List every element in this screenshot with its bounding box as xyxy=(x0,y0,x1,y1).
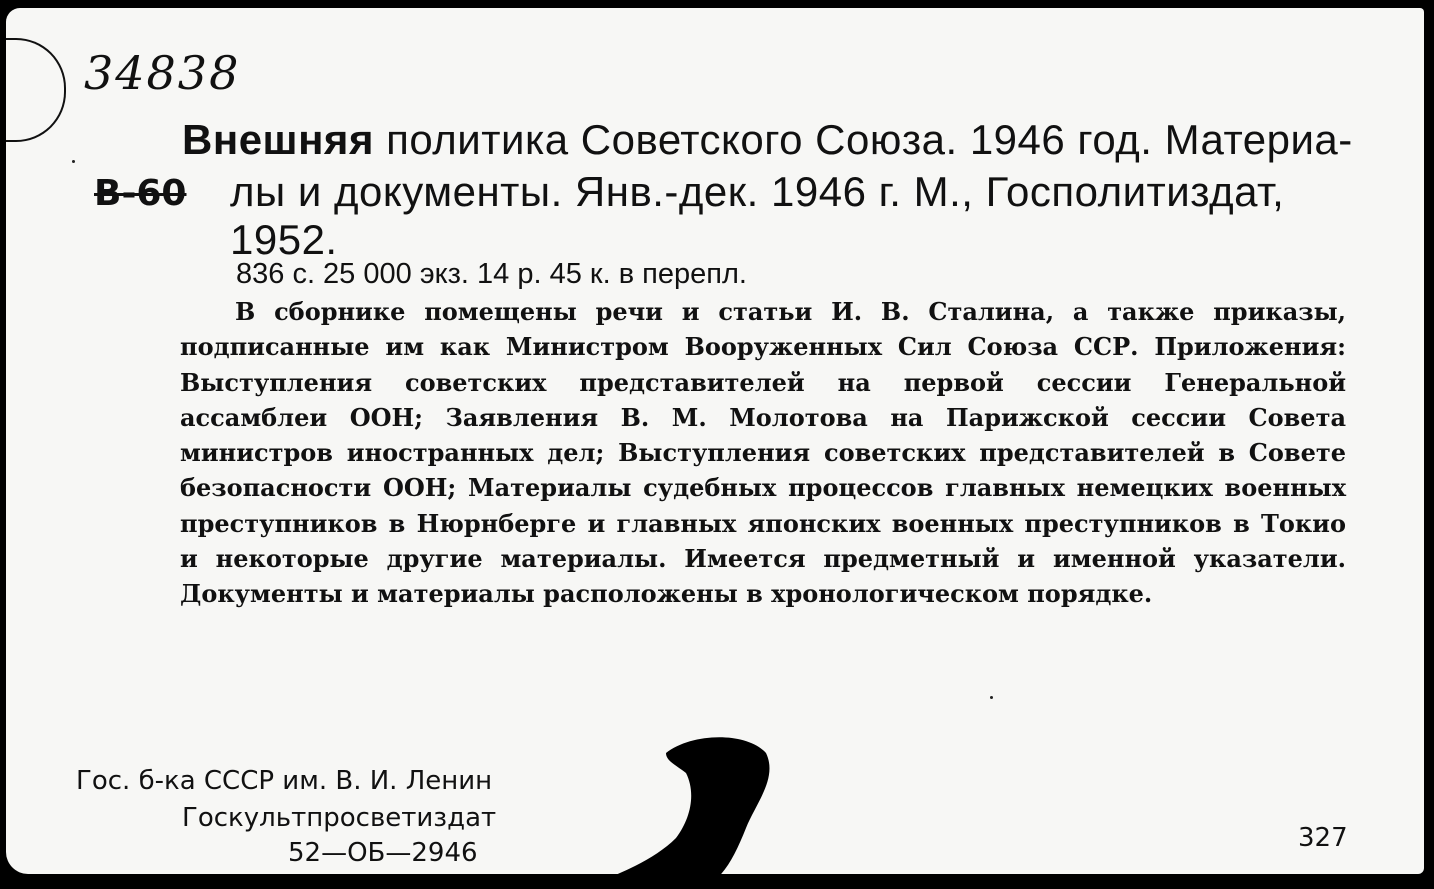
title-line-2: лы и документы. Янв.-дек. 1946 г. М., Госполитиздат, xyxy=(230,168,1285,215)
handwritten-number: 34838 xyxy=(84,46,241,100)
struck-shelf-code: В-60 xyxy=(94,173,187,214)
annotation-paragraph xyxy=(180,294,1346,612)
order-code: 52—ОБ—2946 xyxy=(288,838,478,868)
title-bold-word: Внешняя xyxy=(182,116,374,163)
annotation-text: В сборнике помещены речи и статьи И. В. Сталина, а также приказы, подписанные им как Министром Вооруженных Сил Союза ССР. Приложения: Выступления советских представителей на первой сессии Генеральной ассамблеи ООН; Заявления В. М. Молотова на Парижской сессии Совета министров иностранных дел; Выступления советских представителей в Совете безопасности ООН; Материалы судебных процессов главных немецких военных преступников в Нюрнберге и главных японских военных преступников в Токио и некоторые другие материалы. Имеется предметный и именной указатели. Документы и материалы расположены в хронологическом порядке. xyxy=(180,297,1346,609)
title-line-3: 1952. xyxy=(230,216,338,263)
imprint-line: 836 с. 25 000 экз. 14 р. 45 к. в перепл. xyxy=(236,258,747,290)
speck xyxy=(990,696,993,699)
ink-blot-icon xyxy=(596,733,786,874)
publisher-name: Госкультпросветиздат xyxy=(182,803,497,833)
catalog-number: 327 xyxy=(1298,823,1348,853)
title-line-1 xyxy=(182,116,1353,164)
library-name: Гос. б-ка СССР им. В. И. Ленин xyxy=(76,766,493,796)
card-hole-mark xyxy=(6,38,66,142)
speck xyxy=(72,160,75,163)
title-line-1-rest: политика Советского Союза. 1946 год. Материа- xyxy=(373,116,1353,163)
catalog-card xyxy=(6,8,1424,874)
